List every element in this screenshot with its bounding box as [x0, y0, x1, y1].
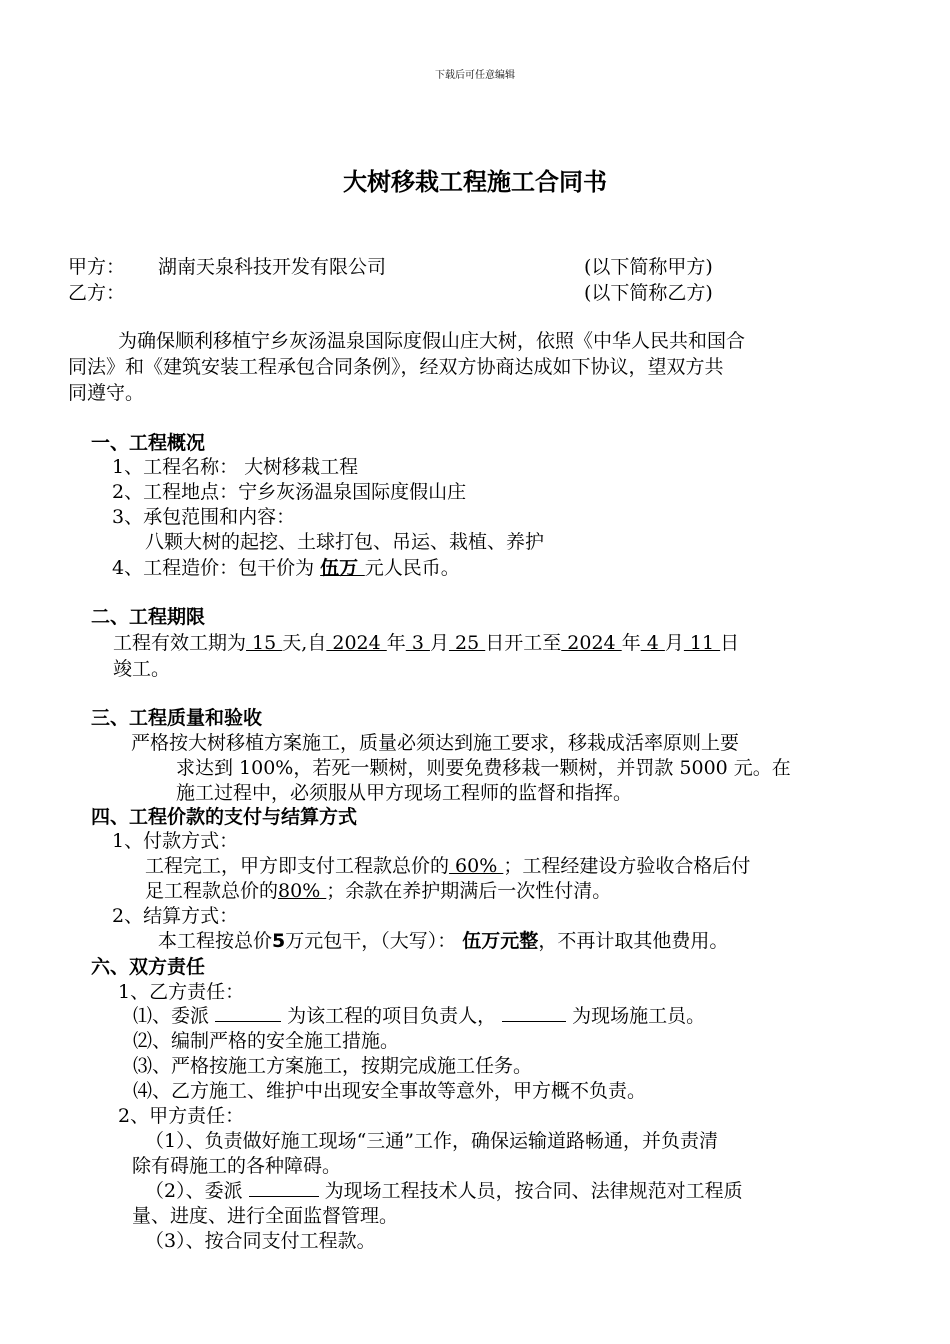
start-day: 25 — [448, 632, 486, 654]
party-a-duty-3: （3）、按合同支付工程款。 — [145, 1230, 376, 1252]
duty-1-middle: 为该工程的项目负责人， — [281, 1005, 503, 1027]
payment-line-1 — [145, 853, 750, 879]
party-b-duty-1 — [133, 1003, 705, 1029]
first-payment-percent: 60% — [449, 855, 504, 877]
s1-item-4-prefix: 4、工程造价：包干价为 — [112, 557, 321, 579]
payment-line-2-suffix: ；余款在养护期满后一次性付清。 — [326, 880, 612, 902]
section-6-heading: 六、双方责任 — [91, 956, 206, 978]
s2-text-4: 月 — [429, 632, 449, 654]
technical-staff-blank[interactable] — [249, 1178, 319, 1197]
s1-item-1: 1、工程名称： 大树移栽工程 — [112, 456, 359, 478]
settlement-amount-words: 伍万元整 — [462, 930, 539, 952]
end-day: 11 — [683, 632, 721, 654]
s2-text-7: 月 — [664, 632, 684, 654]
settlement-suffix: ，不再计取其他费用。 — [538, 930, 729, 952]
start-month: 3 — [405, 632, 430, 654]
party-a-note: (以下简称甲方) — [584, 256, 713, 278]
site-worker-blank[interactable] — [502, 1003, 566, 1022]
intro-line-2: 同法》和《建筑安装工程承包合同条例》，经双方协商达成如下协议，望双方共 — [68, 356, 724, 378]
duty-a2-suffix: 为现场工程技术人员，按合同、法律规范对工程质 — [318, 1180, 743, 1202]
party-a-duty-label: 2、甲方责任： — [118, 1105, 245, 1127]
party-a-duty-1-line-1: （1）、负责做好施工现场“三通”工作，确保运输道路畅通，并负责清 — [145, 1130, 719, 1152]
s2-period-line — [113, 630, 739, 656]
party-b-duty-3: ⑶、严格按施工方案施工，按期完成施工任务。 — [133, 1055, 533, 1077]
section-4-heading: 四、工程价款的支付与结算方式 — [91, 806, 358, 828]
s3-line-1: 严格按大树移植方案施工，质量必须达到施工要求，移栽成活率原则上要 — [131, 732, 740, 754]
s1-item-2: 2、工程地点：宁乡灰汤温泉国际度假山庄 — [112, 481, 467, 503]
intro-line-1: 为确保顺利移植宁乡灰汤温泉国际度假山庄大树，依照《中华人民共和国合 — [118, 330, 746, 352]
project-manager-blank[interactable] — [215, 1003, 281, 1022]
party-a-duty-1-line-2: 除有碍施工的各种障碍。 — [132, 1155, 342, 1177]
s2-text-6: 年 — [621, 632, 641, 654]
s2-text-2: 天,自 — [282, 632, 327, 654]
contract-price-amount: 伍万 — [320, 557, 365, 579]
page-header-note: 下载后可任意编辑 — [435, 70, 515, 81]
party-a-label: 甲方： — [68, 256, 126, 278]
party-b-note: (以下简称乙方) — [584, 282, 713, 304]
party-a-duty-2 — [145, 1178, 743, 1204]
start-year: 2024 — [326, 632, 387, 654]
s1-item-4 — [112, 555, 460, 581]
s2-text-3: 年 — [386, 632, 406, 654]
section-3-heading: 三、工程质量和验收 — [91, 707, 263, 729]
payment-line-1-suffix: ；工程经建设方验收合格后付 — [503, 855, 751, 877]
settlement-middle: 万元包干，（大写）： — [285, 930, 463, 952]
settlement-prefix: 本工程按总价 — [158, 930, 273, 952]
s3-line-3: 施工过程中，必须服从甲方现场工程师的监督和指挥。 — [176, 782, 633, 804]
party-b-duty-2: ⑵、编制严格的安全施工措施。 — [133, 1030, 400, 1052]
document-title: 大树移栽工程施工合同书 — [343, 168, 607, 196]
s2-text-5: 日开工至 — [485, 632, 562, 654]
payment-line-1-prefix: 工程完工，甲方即支付工程款总价的 — [145, 855, 450, 877]
party-b-duty-4: ⑷、乙方施工、维护中出现安全事故等意外，甲方概不负责。 — [133, 1080, 647, 1102]
end-year: 2024 — [561, 632, 622, 654]
s2-line-2: 竣工。 — [113, 658, 171, 680]
section-1-heading: 一、工程概况 — [91, 432, 206, 454]
period-days: 15 — [246, 632, 283, 654]
settlement-method-label: 2、结算方式： — [112, 905, 239, 927]
settlement-number: 5 — [272, 930, 286, 952]
duty-1-prefix: ⑴、委派 — [133, 1005, 216, 1027]
party-b-label: 乙方： — [68, 282, 126, 304]
payment-line-2 — [145, 878, 611, 904]
section-2-heading: 二、工程期限 — [91, 606, 206, 628]
payment-method-label: 1、付款方式： — [112, 830, 239, 852]
s2-text-8: 日 — [720, 632, 740, 654]
s1-item-3: 3、承包范围和内容： — [112, 506, 296, 528]
party-a-name: 湖南天泉科技开发有限公司 — [158, 256, 387, 278]
end-month: 4 — [640, 632, 665, 654]
s3-line-2: 求达到 100%，若死一颗树，则要免费移栽一颗树，并罚款 5000 元。在 — [176, 757, 791, 779]
duty-a2-prefix: （2）、委派 — [145, 1180, 249, 1202]
second-payment-percent: 80% — [278, 880, 327, 902]
intro-line-3: 同遵守。 — [68, 382, 145, 404]
payment-line-2-prefix: 足工程款总价的 — [145, 880, 279, 902]
duty-1-suffix: 为现场施工员。 — [566, 1005, 706, 1027]
s1-item-4-suffix: 元人民币。 — [364, 557, 460, 579]
s2-text-1: 工程有效工期为 — [113, 632, 247, 654]
s1-item-3-detail: 八颗大树的起挖、土球打包、吊运、栽植、养护 — [145, 531, 545, 553]
settlement-line — [158, 928, 728, 954]
party-b-duty-label: 1、乙方责任： — [118, 981, 245, 1003]
party-a-duty-2-line-2: 量、进度、进行全面监督管理。 — [132, 1205, 399, 1227]
